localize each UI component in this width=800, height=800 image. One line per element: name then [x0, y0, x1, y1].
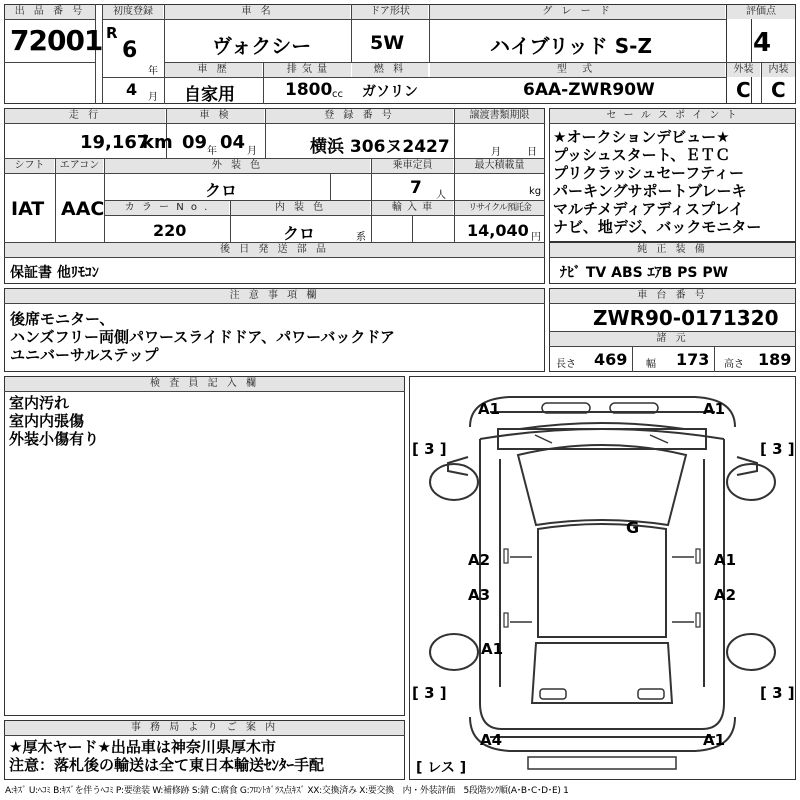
mileage: 19,167 — [80, 132, 150, 153]
plate-header: 登 録 番 号 — [266, 109, 453, 123]
inspection-month-unit: 月 — [247, 146, 257, 157]
yen-unit: 円 — [531, 232, 541, 243]
damage-side-left-front: [ 3 ] — [412, 440, 447, 458]
interior-header: 内装 — [762, 63, 795, 77]
reg-month: 4 — [126, 80, 138, 99]
score: 4 — [753, 28, 772, 58]
history: 自家用 — [184, 85, 235, 105]
score-header: 評価点 — [727, 5, 795, 19]
year-unit: 年 — [148, 66, 158, 77]
chassis-header: 車 台 番 号 — [550, 289, 795, 303]
capacity: 7 — [410, 178, 422, 198]
inspection-year-unit: 年 — [207, 146, 217, 157]
office-line: 注意：落札後の輸送は全て東日本輸送ｾﾝﾀｰ手配 — [9, 756, 325, 774]
office-list — [9, 738, 324, 774]
door-header: ドア形状 — [352, 5, 428, 19]
inspector-note-line: 外装小傷有り — [9, 430, 100, 448]
fuel: ガソリン — [362, 84, 418, 100]
aircon: AAC — [61, 198, 105, 220]
chassis-no: ZWR90-0171320 — [593, 306, 779, 330]
int-color: クロ — [283, 224, 316, 243]
note-line: ハンズフリー両側パワースライドドア、パワーバックドア — [10, 328, 395, 346]
grade: ハイブリッド S-Z — [490, 34, 652, 58]
cc-unit: cc — [332, 89, 343, 100]
mileage-header: 走 行 — [5, 109, 165, 123]
damage-right-rear-door: A2 — [714, 586, 737, 604]
damage-side-right-front: [ 3 ] — [760, 440, 795, 458]
car-name-header: 車 名 — [165, 5, 350, 19]
transfer-header: 譲渡書類期限 — [455, 109, 544, 123]
damage-front-right: A1 — [703, 400, 726, 418]
inspector-list — [9, 394, 99, 448]
damage-rear-note: [ レス ] — [416, 760, 467, 776]
length-label: 長さ — [556, 359, 576, 370]
later-parts-header: 後 日 発 送 部 品 — [5, 243, 544, 257]
exterior-header: 外装 — [727, 63, 760, 77]
car-diagram — [410, 377, 795, 779]
shift-header: シフト — [5, 159, 54, 173]
inspection-header: 車 検 — [167, 109, 264, 123]
color-no-header: カ ラ ー N o . — [105, 201, 229, 215]
lot-no: 72001 — [10, 24, 103, 57]
ext-color: クロ — [205, 181, 238, 200]
interior-grade: C — [771, 78, 786, 102]
import-header: 輸 入 車 — [372, 201, 453, 215]
sales-point-item: ナビ、地デジ、バックモニター — [553, 218, 762, 236]
note-line: ユニバーサルステップ — [10, 346, 159, 364]
sales-point-item: マルチメディアディスプレイ — [553, 200, 744, 218]
sales-point-item: プッシュスタート、ＥＴＣ — [553, 146, 731, 164]
exterior-grade: C — [736, 78, 751, 102]
length: 469 — [594, 350, 628, 369]
transfer-month: 月 — [491, 147, 501, 158]
first-reg-header: 初度登録 — [103, 5, 163, 19]
model-code: 6AA-ZWR90W — [523, 80, 655, 100]
width-label: 幅 — [646, 359, 656, 370]
inspector-note-line: 室内汚れ — [9, 394, 70, 412]
transfer-day: 日 — [527, 147, 537, 158]
car-name: ヴォクシー — [212, 34, 312, 58]
damage-left-rear-fender: A1 — [481, 640, 504, 658]
history-header: 車 歴 — [165, 63, 262, 77]
later-parts: 保証書 他ﾘﾓｺﾝ — [10, 265, 99, 281]
ext-color-header: 外 装 色 — [105, 159, 370, 173]
sales-points-header: セ ー ル ス ポ イ ン ト — [550, 109, 795, 123]
lot-no-header: 出 品 番 号 — [5, 5, 95, 19]
fuel-header: 燃 料 — [352, 63, 428, 77]
door-type: 5W — [370, 32, 405, 54]
damage-left-front-door: A2 — [468, 551, 491, 569]
displacement: 1800 — [285, 80, 333, 100]
damage-front-left: A1 — [478, 400, 501, 418]
width: 173 — [676, 350, 710, 369]
displacement-header: 排 気 量 — [264, 63, 351, 77]
reg-year: 6 — [122, 38, 138, 63]
damage-left-rear-door: A3 — [468, 586, 491, 604]
inspection-month: 04 — [220, 132, 246, 153]
int-color-header: 内 装 色 — [231, 201, 370, 215]
damage-side-left-rear: [ 3 ] — [412, 684, 447, 702]
legend: A:ｷｽﾞ U:ﾍｺﾐ B:ｷｽﾞを伴うﾍｺﾐ P:要塗装 W:補修跡 S:錆 C:腐食 G:ﾌﾛﾝﾄｶﾞﾗｽ点ｷｽﾞ XX:交換済み X:要交換 内・外装評価 5段階ﾗﾝｸ順(A･B･C･D･E) 1 — [5, 786, 569, 796]
capacity-header: 乗車定員 — [372, 159, 453, 173]
plate: 横浜 306ヌ2427 — [310, 137, 450, 157]
inspector-header: 検 査 員 記 入 欄 — [5, 377, 404, 391]
sales-point-item: ★オークションデビュー★ — [553, 128, 730, 146]
notes-list — [10, 310, 395, 364]
specs-header: 諸 元 — [550, 332, 795, 346]
damage-glass: G — [626, 518, 640, 537]
damage-rear-right: A1 — [703, 731, 726, 749]
model-code-header: 型 式 — [430, 63, 725, 77]
month-unit: 月 — [148, 92, 158, 103]
people-unit: 人 — [436, 190, 446, 201]
kei-unit: 系 — [356, 232, 366, 243]
height-label: 高さ — [724, 359, 744, 370]
note-line: 後席モニター、 — [10, 310, 115, 328]
inspection-year: 09 — [182, 132, 208, 153]
office-header: 事 務 局 よ り ご 案 内 — [5, 721, 404, 735]
sales-point-item: プリクラッシュセーフティー — [553, 164, 744, 182]
max-load-header: 最大積載量 — [455, 159, 544, 173]
sales-point-item: パーキングサポートブレーキ — [553, 182, 747, 200]
damage-side-right-rear: [ 3 ] — [760, 684, 795, 702]
inspector-note-line: 室内内張傷 — [9, 412, 85, 430]
color-no: 220 — [153, 221, 187, 240]
kg-unit: kg — [529, 186, 542, 197]
standard-equipment: ﾅﾋﾞ TV ABS ｴｱB PS PW — [560, 265, 729, 281]
damage-right-front-door: A1 — [714, 551, 737, 569]
notes-header: 注 意 事 項 欄 — [5, 289, 544, 303]
height: 189 — [758, 350, 792, 369]
standard-equipment-header: 純 正 装 備 — [550, 243, 795, 257]
office-line: ★厚木ヤード★出品車は神奈川県厚木市 — [9, 738, 276, 756]
shift: IAT — [11, 198, 45, 220]
aircon-header: エアコン — [56, 159, 103, 173]
recycle: 14,040 — [467, 221, 529, 240]
recycle-header: リサイクル預託金 — [455, 201, 544, 215]
grade-header: グ レ ー ド — [430, 5, 725, 19]
sales-points-list — [553, 128, 761, 236]
damage-rear-left: A4 — [480, 731, 503, 749]
era: R — [106, 24, 118, 42]
km-unit: km — [142, 132, 173, 153]
